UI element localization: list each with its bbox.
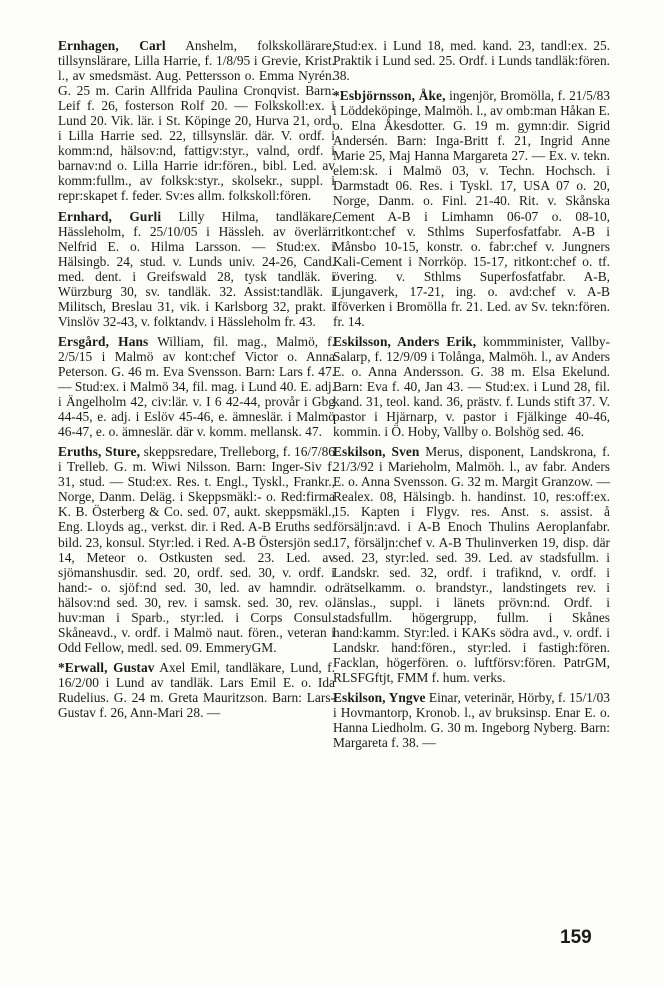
entry-eskilsson-anders-erik (333, 334, 610, 439)
entry-text: Stud:ex. i Lund 18, med. kand. 23, tandl:ex. 25. Praktik i Lund sed. 25. Ordf. i Lunds tandläk:fören. 38. (333, 38, 610, 84)
entry-text: Merus, disponent, Landskrona, f. 21/3/92 i Marieholm, Malmöh. l., av fabr. Anders E. o. Anna Svensson. G. 32 m. Margit Granzow. — Realex. 08, Hälsingb. h. handinst. 10, res:off:ex. 15. Kapten i Flygv. res. Anst. s. assist. å försäljn:avd. i A-B Enoch Thulins Aeroplanfabr. 17, försäljn:chef v. A-B Thulinverken 19, disp. där sed. 23, styr:led. sed. 39. Led. av stadsfullm. i Landskr. sed. 32, ordf. i trafiknd, v. ordf. i drätselkamm. o. brandstyr., landstingets rev. i länslas., suppl. i länets prövn:nd. Ordf. i stadsfullm. högergrupp, fullm. i Skånes hand:kamm. Styr:led. i KAKs södra avd., v. ordf. i Landskr. hand:fören., styr:led. i fastigh:fören. Facklan, högerfören. o. luftförsv:fören. PatrGM, RLSFGftjt, FMM f. hum. verks. (333, 444, 610, 685)
entry-name: Ersgård, Hans (58, 333, 149, 349)
entry-text: skeppsredare, Trelleborg, f. 16/7/86 i Trelleb. G. m. Wiwi Nilsson. Barn: Inger-Siv f. 31, stud. — Stud:ex. Res. t. Engl., Tyskl., Frankr., Norge, Danm. Deläg. i Skeppsmäkl:- o. Red:firma K. B. Österberg & Co. sed. 07, aukt. skeppsmäkl., Eng. Lloyds ag., verkst. dir. i Red. A-B Eruths sed. bild. 23, konsul. Styr:led. i Red. A-B Östersjön sed. 14, Meteor o. Ostkusten sed. 23. Led. av sjömanshusdir. sed. 20, ordf. sed. 30, v. ordf. i hand:- o. sjöf:nd sed. 30, led. av hamndir. o. hälsov:nd sed. 30, rev. i samsk. sed. 30, rev. o. huv:man i Sparb., styr:led. i Corps Consul. Skåneavd., v. ordf. i Malmö naut. fören., veteran i Odd Fellow, medl. sed. 09. EmmeryGM. (58, 444, 335, 655)
entry-text: Lilly Hilma, tandläkare, Hässleholm, f. 25/10/05 i Hässleh. av överlär. Nelfrid E. o. Hilma Larsson. — Stud:ex. i Hälsingb. 24, stud. v. Lunds univ. 24-26, Cand. med. dent. i Greifswald 28, tysk tandläk. i Würzburg 30, sv. tandläk. 32. Assist:tandläk. i Militsch, Breslau 31, vik. i Karlsborg 32, prakt. i Vinslöv 32-43, v. folktandv. i Hässleholm fr. 43. (58, 208, 335, 329)
entry-eruths-sture (58, 444, 335, 655)
entry-name: *Erwall, Gustav (58, 659, 155, 675)
entry-name: Ernhagen, Carl (58, 38, 166, 53)
entry-name: Eruths, Sture, (58, 444, 141, 460)
right-column (333, 38, 610, 755)
entry-name: Eskilsson, Anders Erik, (333, 333, 477, 349)
entry-text: kommminister, Vallby-Salarp, f. 12/9/09 i Tolånga, Malmöh. l., av Anders E. o. Anna Andersson. G. 38 m. Elsa Ekelund. Barn: Eva f. 40, Jan 43. — Stud:ex. i Lund 28, fil. kand. 31, teol. kand. 36, prästv. f. Lunds stift 37. V. pastor i Hjärnarp, v. pastor i Fjälkinge 40-46, kommin. i Ö. Hoby, Vallby o. Bolshög sed. 46. (333, 333, 610, 440)
entry-text: William, fil. mag., Malmö, f. 2/5/15 i Malmö av kont:chef Victor o. Anna Peterson. G. 46 m. Eva Svensson. Barn: Lars f. 47. — Stud:ex. i Malmö 34, fil. mag. i Lund 40. E. adj. i Ängelholm 42, civ:lär. v. I 6 42-44, provår i Gbg 44-45, e. adj. i Eslöv 45-46, e. ämneslär. i Malmö 46-47, e. o. ämneslär. där v. komm. mellansk. 47. (58, 333, 335, 440)
entry-text: Einar, veterinär, Hörby, f. 15/1/03 i Hovmantorp, Kronob. l., av bruksinsp. Enar E. o. Hanna Liedholm. G. 30 m. Ingeborg Nyberg. Barn: Margareta f. 38. — (333, 689, 610, 751)
entry-name: Eskilson, Yngve (333, 689, 426, 705)
entry-name: *Esbjörnsson, Åke, (333, 88, 446, 104)
entry-text: Anshelm, folkskollärare, tillsynslärare, Lilla Harrie, f. 1/8/95 i Grevie, Krist. l., av smedsmäst. Aug. Pettersson o. Emma Nyrén. G. 25 m. Carin Allfrida Paulina Cronqvist. Barn: Leif f. 26, fosterson Rolf 20. — Folkskoll:ex. i Lund 20. Vik. lär. i St. Köpinge 20, Hurva 21, ord. i Lilla Harrie sed. 22, tillsynslär. där. V. ordf. i komm:nd, hälsov:nd, fattigv:styr., valnd, ordf. i barnav:nd o. Lilla Harrie idr:fören., bibl. Led. av komm:fullm., av folksk:styr., skolsekr., suppl. i repr:skapet f. feder. Sv:es allm. folkskoll:fören. (58, 38, 335, 204)
entry-erwall-continued (333, 38, 610, 83)
entry-ersgard-hans (58, 334, 335, 439)
entry-eskilson-yngve (333, 690, 610, 750)
entry-erwall-gustav (58, 660, 335, 720)
entry-name: Eskilson, Sven (333, 444, 420, 460)
entry-ernhard-gurli (58, 209, 335, 329)
page-number: 159 (560, 927, 592, 948)
entry-text: ingenjör, Bromölla, f. 21/5/83 i Löddeköpinge, Malmöh. l., av omb:man Håkan E. o. Elna Åkesdotter. G. 19 m. gymn:dir. Sigrid Andersén. Barn: Inga-Britt f. 21, Ingrid Anne Marie 25, Maj Hanna Margareta 27. — Ex. v. tekn. elem:sk. i Malmö 03, v. Techn. Hochsch. i Darmstadt 06. Res. i Tyskl. 17, USA 07 o. 20, Norge, Danm. o. Finl. 21-40. Rit. v. Skånska Cement A-B i Limhamn 06-07 o. 08-10, ritkont:chef v. Sthlms Superfosfatfabr. A-B i Månsbo 10-15, konstr. o. fabr:chef v. Jungners Kali-Cement i Norrköp. 15-17, ritkont:chef o. tf. övering. v. Sthlms Superfosfatfabr. A-B, Ljungaverk, 17-21, ing. o. avd:chef v. A-B Iföverken i Bromölla fr. 21. Led. av Sv. tekn:fören. fr. 14. (333, 88, 610, 329)
entry-name: Ernhard, Gurli (58, 208, 162, 224)
entry-eskilson-sven (333, 444, 610, 685)
entry-text: Axel Emil, tandläkare, Lund, f. 16/2/00 i Lund av tandläk. Lars Emil E. o. Ida Rudelius. G. 24 m. Greta Mauritzson. Barn: Lars-Gustav f. 26, Ann-Mari 28. — (58, 659, 335, 721)
left-column (58, 38, 335, 725)
entry-esbjornsson-ake (333, 88, 610, 329)
entry-ernhagen-carl (58, 38, 335, 204)
